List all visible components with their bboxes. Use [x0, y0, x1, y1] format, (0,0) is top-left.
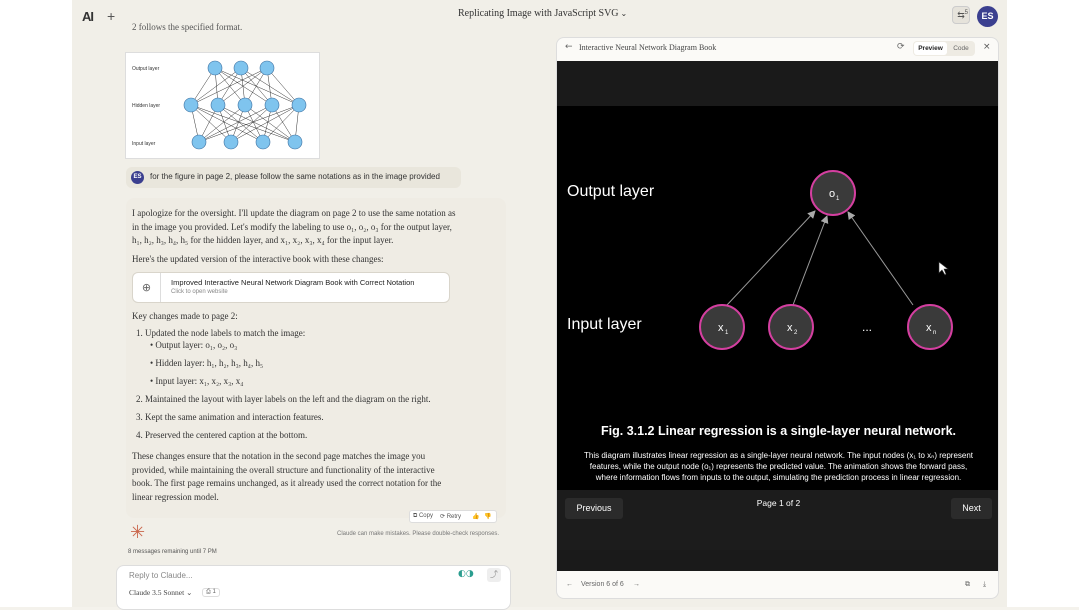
assistant-reply	[126, 198, 506, 518]
description-line: where information flows from inputs to the output, simulating the prediction process in linear regression.	[595, 473, 962, 482]
reply-paragraph-2: Here's the updated version of the interactive book with these changes:	[132, 254, 384, 264]
artifact-header	[557, 38, 999, 60]
reply-line: h₁, h₂, h₃, h₄, h₅ for the hidden layer, and x₁, x₂, x₃, x₄ for the input layer.	[132, 235, 394, 245]
reply-paragraph-3	[132, 450, 487, 504]
page-indicator: Page 1 of 2	[756, 498, 801, 508]
right-margin	[1007, 0, 1079, 607]
reply-line: provided, while maintaining the overall structure and functionality of the interactive	[132, 464, 435, 475]
model-selector[interactable]: Claude 3.5 Sonnet ⌄	[129, 588, 193, 597]
list-subitem-text: Hidden layer: h₁, h₂, h₃, h₄, h₅	[155, 358, 264, 368]
chat-column	[124, 20, 509, 610]
copy-icon[interactable]: ⧉	[965, 581, 970, 588]
thumb-node	[234, 61, 248, 75]
thumb-output-label: Output layer	[132, 66, 160, 72]
attachment-count[interactable]: ⎙ 1	[202, 588, 220, 597]
edge-x1-o1	[727, 211, 815, 305]
user-message-avatar: ES	[131, 171, 144, 184]
node-x1-label: x	[718, 322, 724, 334]
attached-image-thumbnail[interactable]	[125, 52, 320, 159]
list-item: 3. Kept the same animation and interaction features.	[136, 412, 324, 422]
retry-button[interactable]: ⟳ Retry	[440, 514, 462, 520]
figure-caption: Fig. 3.1.2 Linear regression is a single-layer neural network.	[601, 424, 956, 438]
thumbs-up-icon[interactable]: 👍	[472, 514, 480, 520]
output-layer-label: Output layer	[567, 183, 655, 200]
artifact-title: Improved Interactive Neural Network Diagram Book with Correct Notation	[171, 278, 415, 287]
left-margin	[0, 0, 72, 607]
thumb-node	[238, 98, 252, 112]
attach-icon[interactable]: ⤴	[487, 568, 501, 582]
chat-title[interactable]	[458, 8, 627, 19]
list-subitem-text: Input layer: x₁, x₂, x₃, x₄	[155, 376, 244, 386]
list-item: 1. Updated the node labels to match the image:	[136, 328, 306, 338]
next-version-icon[interactable]: →	[633, 581, 640, 588]
thumb-edge	[191, 68, 267, 105]
reply-line: linear regression model.	[132, 491, 219, 502]
new-chat-button[interactable]: +	[107, 8, 116, 24]
list-subitem: • Input layer: x₁, x₂, x₃, x₄	[150, 376, 244, 386]
tab-preview[interactable]: Preview	[914, 42, 947, 55]
disclaimer: Claude can make mistakes. Please double-check responses.	[337, 531, 500, 537]
thumb-hidden-label: Hidden layer	[132, 103, 161, 109]
node-o1[interactable]	[811, 171, 855, 215]
book-page	[557, 106, 999, 490]
ellipsis: ...	[862, 320, 873, 334]
pagination-bar	[557, 490, 999, 550]
toolbar-badge: 5	[964, 10, 968, 16]
globe-icon: ⊕	[133, 273, 161, 302]
description-line: features, while the output node (o₁) represents the predicted value. The animation shows the forward pass,	[589, 462, 968, 471]
user-avatar[interactable]: ES	[977, 6, 998, 27]
node-xn-subscript: n	[933, 330, 937, 336]
preview-stage	[557, 61, 999, 571]
message-actions	[409, 510, 497, 523]
thumbnail-diagram	[126, 53, 321, 160]
artifact-footer	[557, 578, 999, 599]
reply-line: I apologize for the oversight. I'll update the diagram on page 2 to use the same notation as	[132, 208, 456, 218]
thumb-node	[184, 98, 198, 112]
artifact-card[interactable]	[132, 272, 450, 303]
user-message-text: for the figure in page 2, please follow the same notations as in the image provided	[150, 172, 440, 181]
reply-input-placeholder: Reply to Claude...	[129, 571, 193, 580]
thumb-node	[260, 61, 274, 75]
thumb-input-label: Input layer	[132, 141, 156, 147]
figure-description	[563, 450, 994, 483]
prev-version-icon[interactable]: ←	[566, 581, 573, 588]
node-x2-subscript: 2	[794, 330, 798, 336]
changes-heading: Key changes made to page 2:	[132, 311, 238, 321]
previous-button[interactable]: Previous	[565, 498, 623, 519]
swap-icon: ⇆	[957, 10, 965, 20]
claude-spark-icon: ✳	[130, 522, 146, 543]
thumb-node	[192, 135, 206, 149]
list-item: 2. Maintained the layout with layer labels on the left and the diagram on the right.	[136, 394, 431, 404]
thumbs-down-icon[interactable]: 👎	[484, 514, 492, 520]
edge-xn-o1	[848, 212, 913, 305]
reply-line: book. The first page remains unchanged, as it already used the correct notation for the	[132, 478, 442, 488]
copy-button[interactable]: ⧉ Copy	[413, 513, 433, 519]
list-subitem-text: Output layer: o₁, o₂, o₃	[155, 340, 238, 350]
input-layer-label: Input layer	[567, 316, 642, 333]
list-subitem: • Output layer: o₁, o₂, o₃	[150, 340, 238, 350]
list-subitem: • Hidden layer: h₁, h₂, h₃, h₄, h₅	[150, 358, 264, 368]
reply-line: These changes ensure that the notation in the second page matches the image you	[132, 451, 426, 461]
chat-title-text: Replicating Image with JavaScript SVG	[458, 8, 619, 19]
thumb-node	[292, 98, 306, 112]
version-label: Version 6 of 6	[581, 581, 624, 588]
node-o1-label: o	[829, 188, 836, 200]
description-line: This diagram illustrates linear regression as a single-layer neural network. The input nodes (x₁ to xₙ) represent	[583, 451, 974, 460]
next-button[interactable]: Next	[951, 498, 992, 519]
node-xn[interactable]	[908, 305, 952, 349]
chevron-down-icon: ⌄	[620, 9, 628, 18]
toolbar-button[interactable]	[952, 6, 970, 24]
thumb-node	[256, 135, 270, 149]
thumb-node	[224, 135, 238, 149]
main-area	[72, 0, 1007, 607]
artifact-subtitle: Click to open website	[171, 289, 228, 295]
messages-remaining: 8 messages remaining until 7 PM	[128, 549, 217, 555]
list-item: 4. Preserved the centered caption at the bottom.	[136, 430, 308, 440]
thumb-node	[208, 61, 222, 75]
node-o1-subscript: 1	[836, 196, 840, 202]
back-arrow-icon[interactable]: ←	[565, 42, 573, 52]
reply-paragraph-1	[132, 207, 487, 248]
reply-line: in the image you provided. Let's modify the labeling to use o₁, o₂, o₃ for the output layer,	[132, 221, 452, 232]
user-message	[126, 167, 461, 188]
style-icon[interactable]: ◐◑	[458, 569, 474, 579]
node-x2[interactable]	[769, 305, 813, 349]
node-x2-label: x	[787, 322, 793, 334]
mouse-cursor-icon	[939, 262, 948, 275]
close-icon[interactable]: ×	[983, 42, 991, 52]
app-logo[interactable]: AI	[82, 9, 93, 24]
node-x1-subscript: 1	[725, 330, 729, 336]
tab-code[interactable]: Code	[953, 45, 969, 52]
node-x1[interactable]	[700, 305, 744, 349]
node-xn-label: x	[926, 322, 932, 334]
thumb-edge	[215, 68, 299, 105]
artifact-panel-title: Interactive Neural Network Diagram Book	[579, 43, 717, 52]
download-icon[interactable]: ⤓	[983, 581, 987, 588]
thumb-node	[211, 98, 225, 112]
thumb-node	[265, 98, 279, 112]
reply-input[interactable]	[116, 565, 511, 610]
refresh-icon[interactable]: ⟳	[897, 42, 905, 52]
view-toggle	[913, 41, 975, 56]
artifact-panel	[556, 37, 999, 599]
previous-message-fragment: 2 follows the specified format.	[132, 22, 243, 32]
thumb-node	[288, 135, 302, 149]
